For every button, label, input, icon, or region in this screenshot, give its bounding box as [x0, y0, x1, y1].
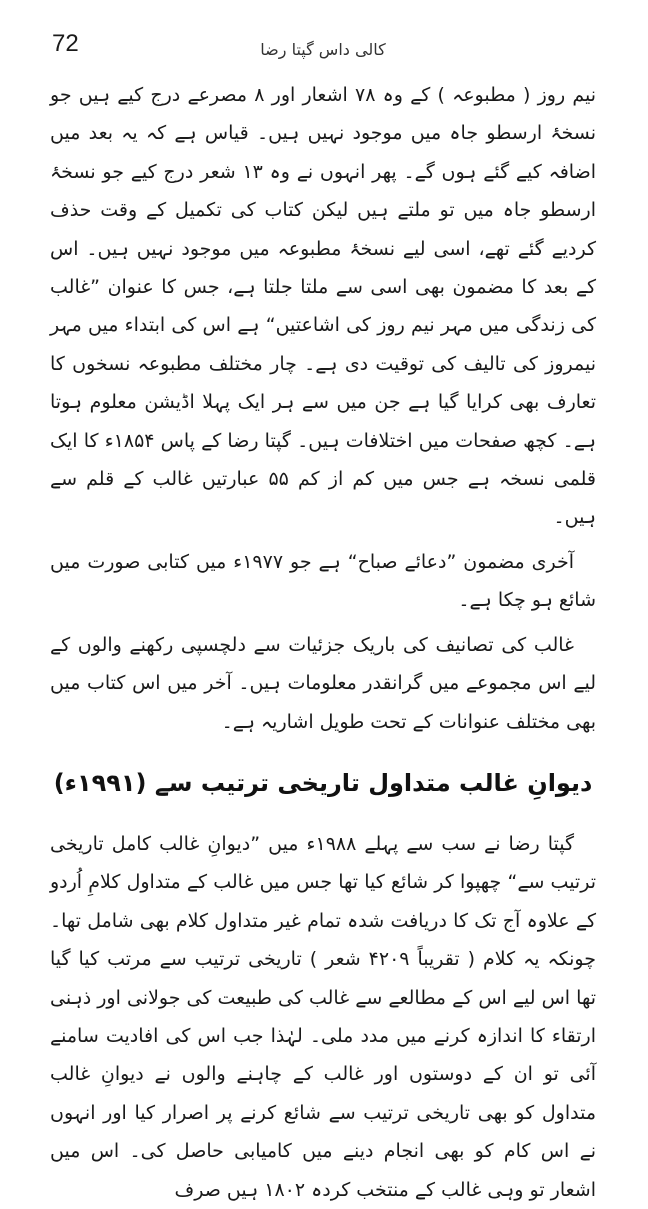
paragraph-4: گپتا رضا نے سب سے پہلے ۱۹۸۸ء میں ”دیوانِ غالب کامل تاریخی ترتیب سے“ چھپوا کر شائع کیا تھا جس میں غالب کے متداول کلامِ اُردو کے علاوہ آج تک کا دریافت شدہ تمام غیر متداول کلام بھی شامل تھا۔ چونکہ یہ کلام ( تقریباً ۴۲۰۹ شعر ) تاریخی ترتیب سے مرتب کیا گیا تھا اس لیے اس کے مطالعے سے غالب کی طبیعت کی جولانی اور ذہنی ارتقاء کا اندازہ کرنے میں مدد ملی۔ لہٰذا جب اس کی افادیت سامنے آئی تو ان کے دوستوں اور غالب کے چاہنے والوں نے دیوانِ غالب متداول کو بھی تاریخی ترتیب سے شائع کرنے پر اصرار کیا اور انہوں نے اس کام کو بھی انجام دینے میں کامیابی حاصل کی۔ اس میں اشعار تو وہی غالب کے منتخب کردہ ۱۸۰۲ ہیں صرف	[50, 832, 596, 1201]
paragraph-3: غالب کی تصانیف کی باریک جزئیات سے دلچسپی رکھنے والوں کے لیے اس مجموعے میں گرانقدر معلومات ہیں۔ آخر میں اس کتاب میں بھی مختلف عنوانات کے تحت طویل اشاریہ ہے۔	[50, 633, 596, 733]
section-heading: دیوانِ غالب متداول تاریخی ترتیب سے (۱۹۹۱ء)	[53, 768, 593, 797]
page-number: 72	[52, 30, 79, 57]
running-title: کالی داس گپتا رضا	[260, 40, 386, 59]
paragraph-2: آخری مضمون ”دعائے صباح“ ہے جو ۱۹۷۷ء میں کتابی صورت میں شائع ہو چکا ہے۔	[50, 550, 596, 612]
paragraph-1: نیم روز ( مطبوعہ ) کے وہ ۷۸ اشعار اور ۸ مصرعے درج کیے ہیں جو نسخۂ ارسطو جاہ میں موجود نہیں ہیں۔ قیاس ہے کہ یہ بعد میں اضافہ کیے گئے ہوں گے۔ پھر انہوں نے وہ ۱۳ شعر درج کیے جو نسخۂ ارسطو جاہ میں تو ملتے ہیں لیکن کتاب کی تکمیل کے وقت حذف کردیے گئے تھے، اسی لیے نسخۂ مطبوعہ میں موجود نہیں ہیں۔ اس کے بعد کا مضمون بھی اسی سے ملتا جلتا ہے، جس کا عنوان ”غالب کی زندگی میں مہر نیم روز کی اشاعتیں“ ہے اس کی ابتداء میں مہر نیمروز کی تالیف کی توقیت دی ہے۔ چار مختلف مطبوعہ نسخوں کا تعارف بھی کرایا گیا ہے جن میں سے ہر ایک پہلا اڈیشن معلوم ہوتا ہے۔ کچھ صفحات میں اختلافات ہیں۔ گپتا رضا کے پاس ۱۸۵۴ء کا ایک قلمی نسخہ ہے جس میں کم از کم ۵۵ عبارتیں غالب کے قلم سے ہیں۔	[50, 84, 597, 529]
running-header	[50, 0, 596, 76]
page-body	[50, 76, 596, 741]
page-body-continued	[50, 825, 596, 1209]
